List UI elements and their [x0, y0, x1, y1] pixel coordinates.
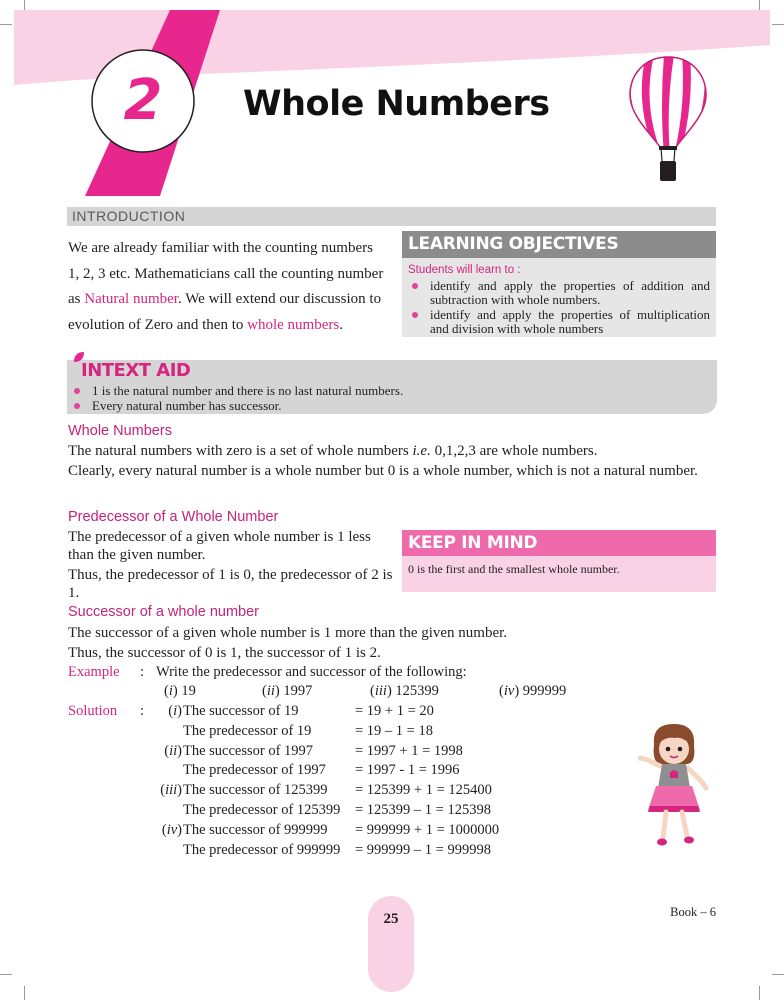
- example-block: Example : Write the predecessor and successor of the following:: [68, 663, 708, 683]
- successor-text: [68, 624, 716, 662]
- paragraph: The natural numbers with zero is a set of whole numbers i.e. 0,1,2,3 are whole numbers.: [68, 443, 598, 459]
- whole-numbers-text: [68, 442, 716, 480]
- successor-heading: Successor of a whole number: [68, 604, 260, 620]
- example-option: (i) 19: [164, 683, 196, 699]
- list-item: identify and apply the properties of addition and subtraction with whole numbers.: [408, 279, 710, 307]
- list-item: 1 is the natural number and there is no last natural numbers.: [70, 384, 700, 398]
- predecessor-text: [68, 528, 396, 602]
- paragraph: Thus, the predecessor of 1 is 0, the predecessor of 2 is 1.: [68, 567, 393, 601]
- girl-illustration: [632, 722, 718, 852]
- predecessor-heading: Predecessor of a Whole Number: [68, 509, 279, 525]
- whole-numbers-term: whole numbers: [247, 316, 340, 333]
- paragraph: Thus, the successor of 0 is 1, the successor of 1 is 2.: [68, 645, 381, 661]
- learning-objectives-box: [402, 231, 716, 337]
- learning-objectives-intro: Students will learn to :: [408, 264, 521, 276]
- example-question: Write the predecessor and successor of the following:: [156, 664, 467, 680]
- introduction-heading: INTRODUCTION: [67, 207, 716, 226]
- table-row: (iii) The successor of 125399 = 125399 + 1 = 125400: [160, 782, 492, 799]
- solution-label: Solution: [68, 703, 118, 719]
- example-option: (iii) 125399: [370, 683, 439, 699]
- intro-line: We are already familiar with the counting numbers: [68, 240, 373, 256]
- table-row: The predecessor of 19 = 19 – 1 = 18: [183, 722, 433, 739]
- intro-line: 1, 2, 3 etc. Mathematicians call the counting number: [68, 265, 384, 282]
- hot-air-balloon-icon: [626, 55, 710, 185]
- learning-objectives-title: LEARNING OBJECTIVES: [402, 231, 716, 258]
- solution-table: [140, 702, 580, 860]
- chapter-title: Whole Numbers: [243, 84, 550, 124]
- intext-aid-title: INTEXT AID: [81, 360, 191, 381]
- list-item: Every natural number has successor.: [70, 399, 700, 413]
- table-row: (i) The successor of 19 = 19 + 1 = 20: [168, 703, 434, 719]
- paragraph: The predecessor of a given whole number is 1 less than the given number.: [68, 529, 371, 563]
- book-label: Book – 6: [670, 905, 716, 919]
- example-label: Example: [68, 664, 120, 680]
- example-option: (iv) 999999: [499, 683, 567, 699]
- table-row: The predecessor of 125399 = 125399 – 1 = 125398: [183, 801, 491, 818]
- paragraph: The successor of a given whole number is 1 more than the given number.: [68, 625, 508, 641]
- keep-in-mind-text: 0 is the first and the smallest whole number.: [408, 562, 620, 576]
- intro-line: as Natural number. We will extend our discussion to: [68, 291, 382, 308]
- learning-objectives-list: [408, 279, 710, 336]
- table-row: (ii) The successor of 1997 = 1997 + 1 = 1998: [164, 742, 463, 759]
- example-option: (ii) 1997: [262, 683, 313, 699]
- solution-label-row: Solution :: [68, 702, 144, 722]
- page-number: 25: [383, 911, 399, 927]
- list-item: identify and apply the properties of multiplication and division with whole numbers: [408, 308, 710, 336]
- intext-aid-list: [70, 384, 700, 414]
- whole-numbers-heading: Whole Numbers: [68, 423, 172, 439]
- table-row: (iv) The successor of 999999 = 999999 + 1 = 1000000: [161, 821, 500, 838]
- chapter-number: 2: [123, 68, 163, 133]
- keep-in-mind-title: KEEP IN MIND: [402, 530, 716, 556]
- introduction-text: [68, 236, 396, 338]
- table-row: The predecessor of 999999 = 999999 – 1 = 999998: [183, 841, 491, 858]
- table-row: The predecessor of 1997 = 1997 - 1 = 1996: [183, 762, 460, 779]
- paragraph: Clearly, every natural number is a whole number but 0 is a whole number, which is not a natural number.: [68, 463, 698, 479]
- keep-in-mind-box: [402, 530, 716, 592]
- intro-line: evolution of Zero and then to whole numbers.: [68, 316, 343, 333]
- natural-number-term: Natural number: [84, 291, 178, 308]
